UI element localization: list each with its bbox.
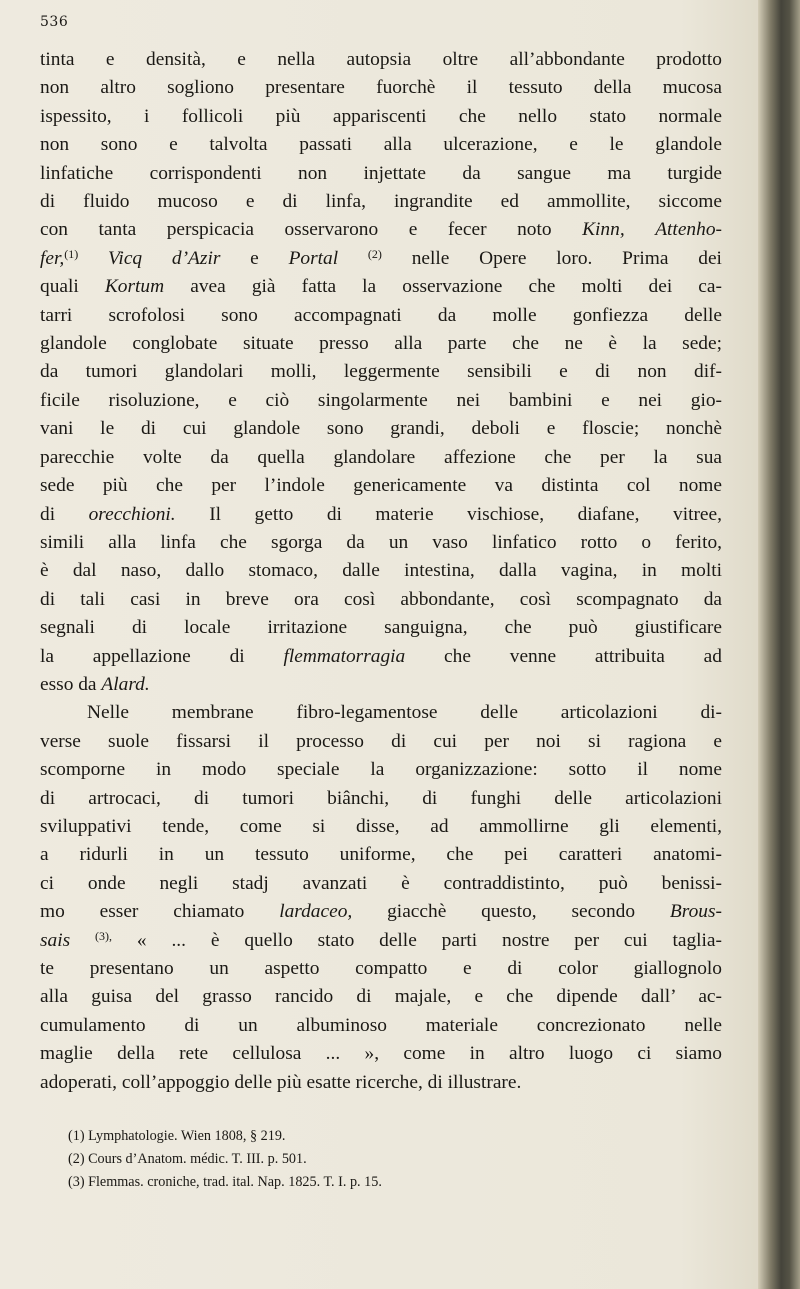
text-line: segnali di locale irritazione sanguigna, che può giustificare: [40, 617, 722, 639]
text-line: glandole conglobate situate presso alla parte che ne è la sede;: [40, 333, 722, 355]
author-attenhofer: Attenho-: [655, 219, 722, 241]
page-number: 536: [40, 14, 69, 30]
author-portal: Portal: [288, 247, 339, 269]
footnote-ref-2: (2): [367, 246, 382, 261]
footnote-ref-3: (3),: [95, 928, 113, 943]
paragraph-1: [40, 46, 722, 699]
footnote-ref-1: (1): [64, 246, 79, 261]
text-line: scomporne in modo speciale la organizzazione: sotto il nome: [40, 759, 722, 781]
text-line: sede più che per l’indole genericamente va distinta col nome: [40, 475, 722, 497]
text-line: ispessito, i follicoli più appariscenti che nello stato normale: [40, 105, 722, 127]
text-line: esso da Alard.: [40, 673, 150, 695]
text-line: linfatiche corrispondenti non injettate da sangue ma turgide: [40, 162, 722, 184]
text-line: vani le di cui glandole sono grandi, deboli e floscie; nonchè: [40, 418, 722, 440]
text-line: fer,$^{(1)}$ Vicq d’Azir e Portal $^{(2)}$ nelle Opere loro. Prima dei: [40, 246, 722, 269]
text-line: parecchie volte da quella glandolare affezione che per la sua: [40, 446, 722, 468]
text-line: ci onde negli stadj avanzati è contraddistinto, può benissi-: [40, 872, 722, 894]
author-kinn: Kinn,: [582, 219, 625, 241]
text-line: non sono e talvolta passati alla ulcerazione, e le glandole: [40, 134, 722, 156]
text-line: ficile risoluzione, e ciò singolarmente nei bambini e nei gio-: [40, 389, 722, 411]
text-line: è dal naso, dallo stomaco, dalle intestina, dalla vagina, in molti: [40, 560, 722, 582]
text-line: la appellazione di flemmatorragia che venne attribuita ad: [40, 645, 722, 667]
text-line: tinta e densità, e nella autopsia oltre all’abbondante prodotto: [40, 49, 722, 70]
text-line: alla guisa del grasso rancido di majale, e che dipende dall’ ac-: [40, 986, 722, 1008]
text-line: Nelle membrane fibro-legamentose delle articolazioni di-: [87, 702, 722, 724]
text-line: te presentano un aspetto compatto e di color giallognolo: [40, 958, 722, 979]
text-line: simili alla linfa che sgorga da un vaso linfatico rotto o ferito,: [40, 531, 722, 553]
text-line: sais $^{(3),}$ « ... è quello stato delle parti nostre per cui taglia-: [40, 928, 722, 951]
author-broussais: Brous-: [669, 901, 722, 923]
text-line: di tali casi in breve ora così abbondante, così scompagnato da: [40, 588, 722, 610]
text-line: a ridurli in un tessuto uniforme, che pei caratteri anatomi-: [40, 844, 722, 866]
text-line: di orecchioni. Il getto di materie vischiose, diafane, vitree,: [40, 503, 722, 525]
footnotes: [68, 1125, 718, 1194]
text-line: adoperati, coll’appoggio delle più esatte ricerche, di illustrare.: [40, 1071, 522, 1093]
text-line: verse suole fissarsi il processo di cui per noi si ragiona e: [40, 730, 722, 752]
text-line: sviluppativi tende, come si disse, ad ammollirne gli elementi,: [40, 815, 722, 837]
text-line: maglie della rete cellulosa ... », come in altro luogo ci siamo: [40, 1043, 722, 1065]
text-line: con tanta perspicacia osservarono e fecer noto Kinn, Attenho-: [40, 219, 722, 241]
paragraph-2: [40, 699, 722, 1097]
author-vicq: Vicq d’Azir: [108, 247, 221, 269]
term-flemmatorragia: flemmatorragia: [283, 645, 406, 667]
text-line: mo esser chiamato lardaceo, giacchè questo, secondo Brous-: [40, 901, 722, 923]
book-spine-shadow: [758, 0, 800, 1289]
term-orecchioni: orecchioni.: [88, 503, 176, 525]
term-lardaceo: lardaceo,: [279, 901, 353, 923]
text-line: quali Kortum avea già fatta la osservazione che molti dei ca-: [40, 276, 722, 298]
text-line: tarri scrofolosi sono accompagnati da molle gonfiezza delle: [40, 304, 722, 326]
author-alard: Alard.: [101, 673, 150, 695]
footnote-3: (3) Flemmas. croniche, trad. ital. Nap. 1825. T. I. p. 15.: [68, 1174, 382, 1190]
footnote-2: (2) Cours d’Anatom. médic. T. III. p. 501.: [68, 1151, 307, 1167]
author-kortum: Kortum: [104, 276, 165, 298]
text-line: cumulamento di un albuminoso materiale concrezionato nelle: [40, 1014, 722, 1036]
footnote-1: (1) Lymphatologie. Wien 1808, § 219.: [68, 1128, 286, 1144]
text-line: di fluido mucoso e di linfa, ingrandite ed ammollite, siccome: [40, 191, 722, 213]
text-line: da tumori glandolari molli, leggermente sensibili e di non dif-: [40, 361, 722, 383]
body-text: [40, 46, 722, 1097]
text-line: non altro sogliono presentare fuorchè il tessuto della mucosa: [40, 77, 722, 99]
text-line: di artrocaci, di tumori biânchi, di funghi delle articolazioni: [40, 787, 722, 809]
